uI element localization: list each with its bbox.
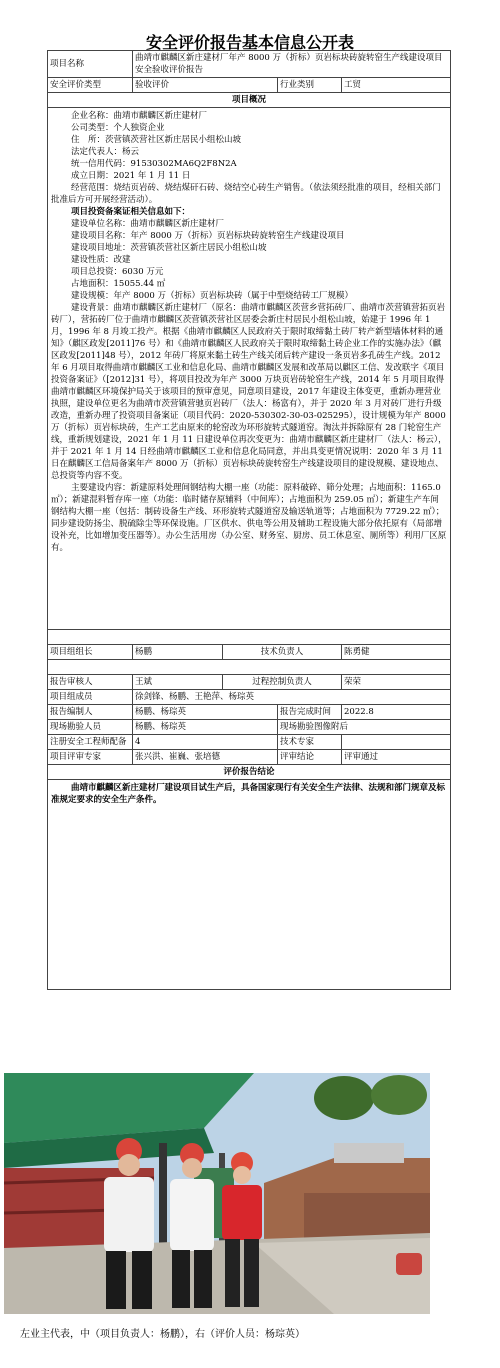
tech-lead-value: 陈勇健 (342, 645, 451, 660)
project-name-value: 曲靖市麒麟区新庄建材厂年产 8000 万（折标）页岩标块砖旋转窑生产线建设项目安全验收评价报告 (133, 51, 451, 78)
site-photo (4, 1073, 430, 1314)
construction-paragraph: 主要建设内容：新建原料处理间钢结构大棚一座（功能：原料破碎、筛分处理；占地面积：1165.0 ㎡）；新建混料暂存库一座（功能：临时储存原辅料（中间库）；占地面积为 259.05 ㎡）；新建生产车间钢结构大棚一座（包括：制砖设备生产线、环形旋转式隧道窑及输送轨道等；占地面积为 7729.22 ㎡）；同步建设防扬尘、脱硫除尘等环保设施。厂区供水、供电等公用及辅助工程设施大部分依托原有（局部增设补充，比如增加变压器等）。办公生活用房（办公室、财务室、厨房、员工休息室、厕所等）利用厂区原有。 (51, 483, 447, 553)
row-conclusion-heading (48, 765, 451, 780)
background-paragraph: 建设背景：曲靖市麒麟区新庄建材厂（原名：曲靖市麒麟区茨营乡营拓砖厂、曲靖市茨营镇营拓页岩砖厂），营拓砖厂位于曲靖市麒麟区茨营镇茨营社区居委会新庄村居民小组松山坡，始建于 1996 年 1 月，1996 年 8 月竣工投产。根据《曲靖市麒麟区人民政府关于限时取缔黏土砖厂转产新型墙体材料的通知》（麒区政发[2011]76 号）和《曲靖市麒麟区人民政府关于限时取缔黏土砖企业工作的实施办法》（麒区政发[2011]48 号），2012 年砖厂将原来黏土砖生产线关闭后转产建设一条页岩多孔砖生产线。2012 年 6 月项目取得曲靖市麒麟区工业和信息化局、曲靖市麒麟区发展和改革局以麒区工信、发改联字《项目投资备案证》（[2012]31 号），将项目投改为年产 3000 万块页岩砖轮窑生产线，2014 年 5 月项目取得曲靖市麒麟区环境保护局关于该项目的预审意见，同意项目建设，2017 年建设主体变更，重新办理营业执照，建设单位更名为曲靖市茨营镇营驰页岩砖厂（法人：杨富有），并于 2020 年 3 月对砖厂进行升级改造，重新办理了投资项目备案证（项目代码：2020-530302-30-03-025295），设计规模为年产 8000 万（折标）页岩标块砖，生产工艺由原来的轮窑改为环形旋转式隧道窑。淘汰并拆除原有 28 门轮窑生产线，重新规划建设，2021 年 1 月 11 日建设单位再次变更为：曲靖市麒麟区新庄建材厂（法人：杨云），并于 2021 年 1 月 14 日经曲靖市麒麟区工业和信息化局同意，并出具变更情况说明：2020 年 3 月 11 日在麒麟区工信局备案年产 8000 万（折标）页岩标块砖旋转窑生产线建设项目的建设规模、建设地点、总投资等内容不变。 (51, 303, 447, 481)
reviewer-label: 报告审核人 (48, 675, 133, 690)
row-experts (48, 750, 451, 765)
overview-body (48, 108, 451, 630)
industry-value: 工贸 (342, 78, 451, 93)
project-line: 占地面积：15055.44 ㎡ (71, 279, 166, 289)
row-leader (48, 645, 451, 660)
company-name: 企业名称：曲靖市麒麟区新庄建材厂 (71, 111, 208, 121)
tech-expert-label: 技术专家 (278, 735, 342, 750)
credit-code: 统一信用代码：91530302MA6Q2F8N2A (71, 159, 237, 169)
writer-value: 杨鹏、杨琮英 (133, 705, 278, 720)
founded-date: 成立日期：2021 年 1 月 11 日 (71, 171, 191, 181)
tech-expert-value (342, 735, 451, 750)
engineers-label: 注册安全工程师配备 (48, 735, 133, 750)
info-document (47, 50, 450, 990)
eval-type-value: 验收评价 (133, 78, 278, 93)
row-survey (48, 720, 451, 735)
row-project-name (48, 51, 451, 78)
experts-label: 项目评审专家 (48, 750, 133, 765)
row-writer (48, 705, 451, 720)
conclusion-heading: 评价报告结论 (48, 765, 451, 780)
survey-value: 杨鹏、杨琮英 (133, 720, 278, 735)
process-value: 荣荣 (342, 675, 451, 690)
experts-value: 张兴洪、崔巍、张培德 (133, 750, 278, 765)
legal-rep: 法定代表人：杨云 (71, 147, 140, 157)
row-conclusion-body (48, 780, 451, 990)
project-name-label: 项目名称 (48, 51, 133, 78)
info-table (47, 50, 451, 990)
project-heading: 项目投资备案证相关信息如下： (71, 207, 191, 217)
survey-label: 现场勘验人员 (48, 720, 133, 735)
project-line: 建设规模：年产 8000 万（折标）页岩标块砖（属于中型烧结砖工厂规模） (71, 291, 354, 301)
row-eval-type (48, 78, 451, 93)
spacer-cell (48, 660, 451, 675)
process-label: 过程控制负责人 (223, 675, 342, 690)
project-line: 建设单位名称：曲靖市麒麟区新庄建材厂 (71, 219, 225, 229)
conclusion-text: 曲靖市麒麟区新庄建材厂建设项目试生产后，具备国家现行有关安全生产法律、法规和部门规章及标准规定要求的安全生产条件。 (51, 783, 446, 805)
review-result-label: 评审结论 (278, 750, 342, 765)
engineers-value: 4 (133, 735, 278, 750)
tech-lead-label: 技术负责人 (223, 645, 342, 660)
spacer-cell (48, 630, 451, 645)
leader-value: 杨鹏 (133, 645, 223, 660)
row-overview-body (48, 108, 451, 630)
reviewer-value: 王斌 (133, 675, 223, 690)
project-line: 建设项目地址：茨营镇茨营社区新庄居民小组松山坡 (71, 243, 267, 253)
photo-caption: 左业主代表，中（项目负责人：杨鹏），右（评价人员：杨琮英） (20, 1329, 305, 1340)
row-engineers (48, 735, 451, 750)
project-line: 项目总投资：6030 万元 (71, 267, 164, 277)
project-line: 建设性质：改建 (71, 255, 131, 265)
site-photo-illustration (4, 1073, 430, 1314)
row-reviewer (48, 675, 451, 690)
eval-type-label: 安全评价类型 (48, 78, 133, 93)
overview-heading: 项目概况 (48, 93, 451, 108)
members-value: 徐剑锋、杨鹏、王艳萍、杨琮英 (133, 690, 451, 705)
company-address: 住 所：茨营镇茨营社区新庄居民小组松山坡 (71, 135, 242, 145)
conclusion-body (48, 780, 451, 990)
finish-label: 报告完成时间 (278, 705, 342, 720)
review-result-value: 评审通过 (342, 750, 451, 765)
finish-value: 2022.8 (342, 705, 451, 720)
project-line: 建设项目名称：年产 8000 万（折标）页岩标块砖旋转窑生产线建设项目 (71, 231, 345, 241)
writer-label: 报告编制人 (48, 705, 133, 720)
row-overview-heading (48, 93, 451, 108)
row-spacer (48, 660, 451, 675)
page-title: 安全评价报告基本信息公开表 (145, 33, 354, 52)
row-spacer (48, 630, 451, 645)
company-type: 公司类型：个人独资企业 (71, 123, 165, 133)
survey-image-note: 现场勘验图像附后 (278, 720, 451, 735)
industry-label: 行业类别 (278, 78, 342, 93)
leader-label: 项目组组长 (48, 645, 133, 660)
members-label: 项目组成员 (48, 690, 133, 705)
row-members (48, 690, 451, 705)
business-scope: 经营范围：烧结页岩砖、烧结煤矸石砖、烧结空心砖生产销售。（依法须经批准的项目，经相关部门批准后方可开展经营活动）。 (51, 183, 441, 205)
